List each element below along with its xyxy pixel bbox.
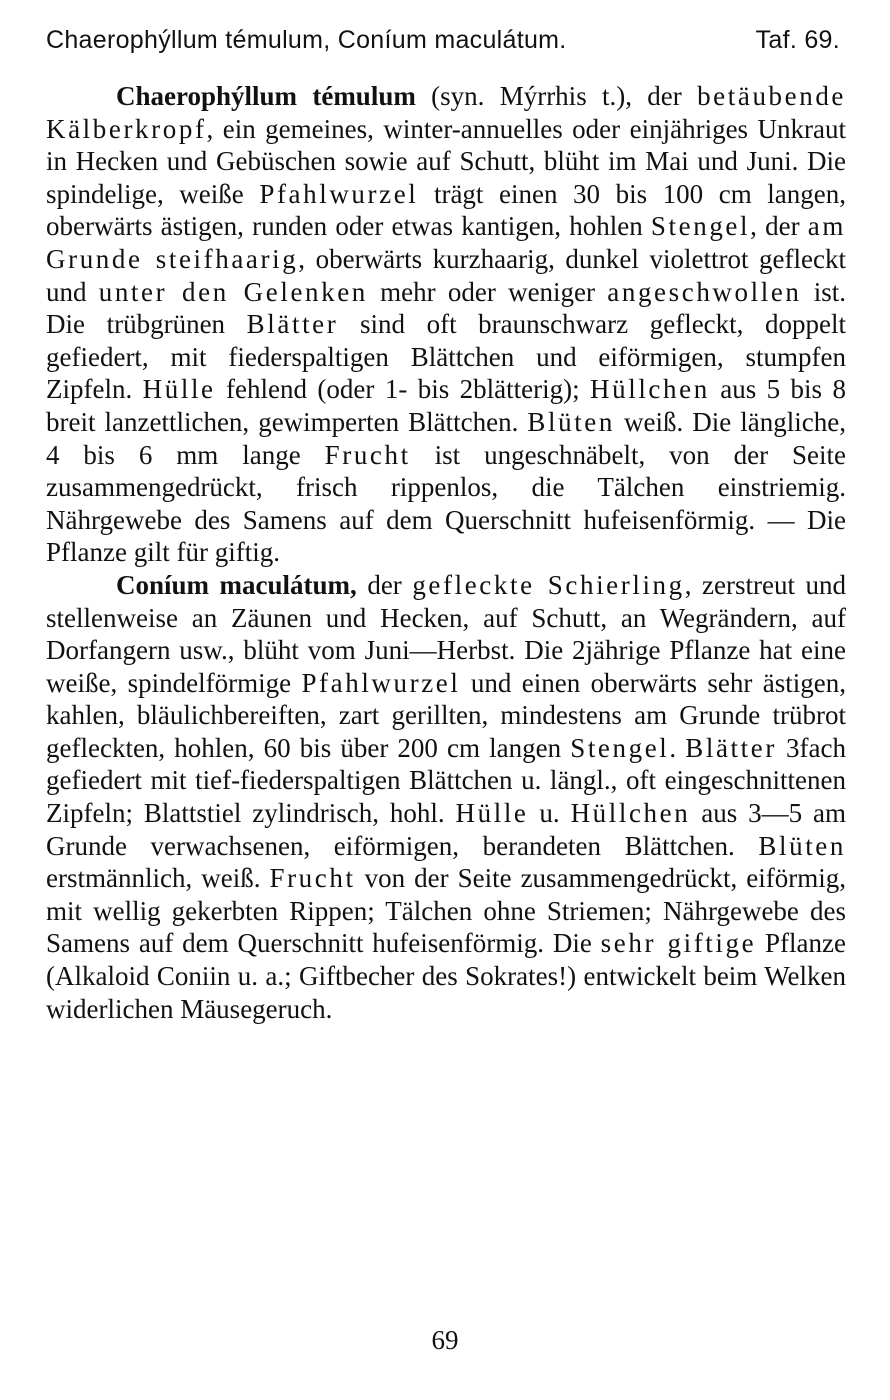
spaced-term: Frucht xyxy=(324,439,411,470)
text-run: , ein gemeines, winter-annuelles oder einjähriges Unkraut in Hecken und Gebüschen sowie auf Schutt, blüht im Mai und Juni. Die spindelige, weiße xyxy=(46,113,846,209)
text-run: ist. Die trübgrünen xyxy=(46,276,847,340)
spaced-term: Blätter xyxy=(685,732,777,763)
spaced-term: Frucht xyxy=(269,863,356,894)
text-run: sind oft braunschwarz gefleckt, doppelt gefiedert, mit fiederspaltigen Blättchen und eiförmigen, stumpfen Zipfeln. xyxy=(46,309,847,405)
text-run: erstmännlich, weiß. xyxy=(46,863,270,894)
page-number: 69 xyxy=(431,1325,459,1355)
entry-chaerophyllum xyxy=(46,80,846,569)
species-name: Chaerophýllum témulum xyxy=(116,81,416,111)
spaced-term: Hülle xyxy=(142,374,216,405)
spaced-term: Hüllchen xyxy=(590,374,710,405)
spaced-term: Blüten xyxy=(527,406,615,437)
spaced-term: angeschwollen xyxy=(607,276,802,307)
text-run: aus 5 bis 8 breit lanzettlichen, gewimperten Blättchen. xyxy=(46,374,846,437)
spaced-term: Blüten xyxy=(758,830,846,861)
text-run: Pflanze (Alkaloid Coniin u. a.; Giftbecher des Sokrates!) entwickelt beim Welken widerlichen Mäusegeruch. xyxy=(46,928,846,1024)
spaced-term: am Grunde steifhaarig xyxy=(46,211,846,274)
text-run: u. xyxy=(528,798,571,829)
spaced-term: Blätter xyxy=(246,309,339,340)
plate-number: Taf. 69. xyxy=(755,26,840,54)
text-run: 3fach gefiedert mit tief-fiederspaltigen Blättchen u. längl., oft eingeschnittenen Zipfeln; Blattstiel zylindrisch, hohl. xyxy=(46,732,847,829)
spaced-term: Stengel xyxy=(650,211,751,242)
spaced-term: Hüllchen xyxy=(570,798,691,829)
species-name: Coníum maculátum, xyxy=(116,569,357,600)
text-run: , der xyxy=(750,211,808,242)
spaced-term: Stengel xyxy=(570,732,670,763)
text-run: der xyxy=(356,569,413,600)
text-run: fehlend (oder 1- bis 2blätterig); xyxy=(215,374,591,405)
text-run: mehr oder weniger xyxy=(367,276,608,307)
spaced-term: unter den Gelenken xyxy=(98,276,368,307)
running-header xyxy=(46,26,846,66)
spaced-term: Hülle xyxy=(455,798,529,829)
spaced-term: sehr giftige xyxy=(600,928,757,959)
spaced-term: Pfahlwurzel xyxy=(259,178,419,209)
text-run: weiß. Die längliche, 4 bis 6 mm lange xyxy=(46,406,846,470)
entry-conium xyxy=(46,569,846,1025)
spaced-term: gefleckte Schierling xyxy=(412,569,685,600)
text-run: ist ungeschnäbelt, von der Seite zusammengedrückt, frisch rippenlos, die Tälchen einstriemig. Nährgewebe des Samens auf dem Querschnitt hufeisenförmig. — Die Pflanze gilt für giftig. xyxy=(46,439,846,568)
text-run: von der Seite zusammengedrückt, eiförmig, mit wellig gekerbten Rippen; Tälchen ohne Striemen; Nährgewebe des Samens auf dem Querschnitt hufeisenförmig. Die xyxy=(46,863,846,959)
text-run: trägt einen 30 bis 100 cm langen, oberwärts ästigen, runden oder etwas kantigen, hohlen xyxy=(46,178,846,242)
header-title: Chaerophýllum témulum, Coníum maculátum. xyxy=(46,26,567,54)
body-text xyxy=(46,80,846,1025)
book-page xyxy=(46,26,846,1025)
text-run: . xyxy=(669,732,686,763)
spaced-term: Pfahlwurzel xyxy=(301,667,461,698)
text-run: aus 3—5 am Grunde verwachsenen, eiförmigen, berandeten Blättchen. xyxy=(46,798,847,861)
text-run: , oberwärts kurzhaarig, dunkel violettrot gefleckt und xyxy=(46,243,846,307)
text-run: , zerstreut und stellenweise an Zäunen und Hecken, auf Schutt, an Wegrändern, auf Dorfangern usw., blüht vom Juni—Herbst. Die 2jährige Pflanze hat eine weiße, spindelförmige xyxy=(46,569,847,698)
spaced-term: betäubende Kälberkropf xyxy=(46,81,847,144)
text-run: und einen oberwärts sehr ästigen, kahlen, bläulichbereiften, zart gerillten, mindestens am Grunde trübrot gefleckten, hohlen, 60 bis über 200 cm langen xyxy=(46,667,847,763)
text-run: (syn. Mýrrhis t.), der xyxy=(415,81,698,111)
